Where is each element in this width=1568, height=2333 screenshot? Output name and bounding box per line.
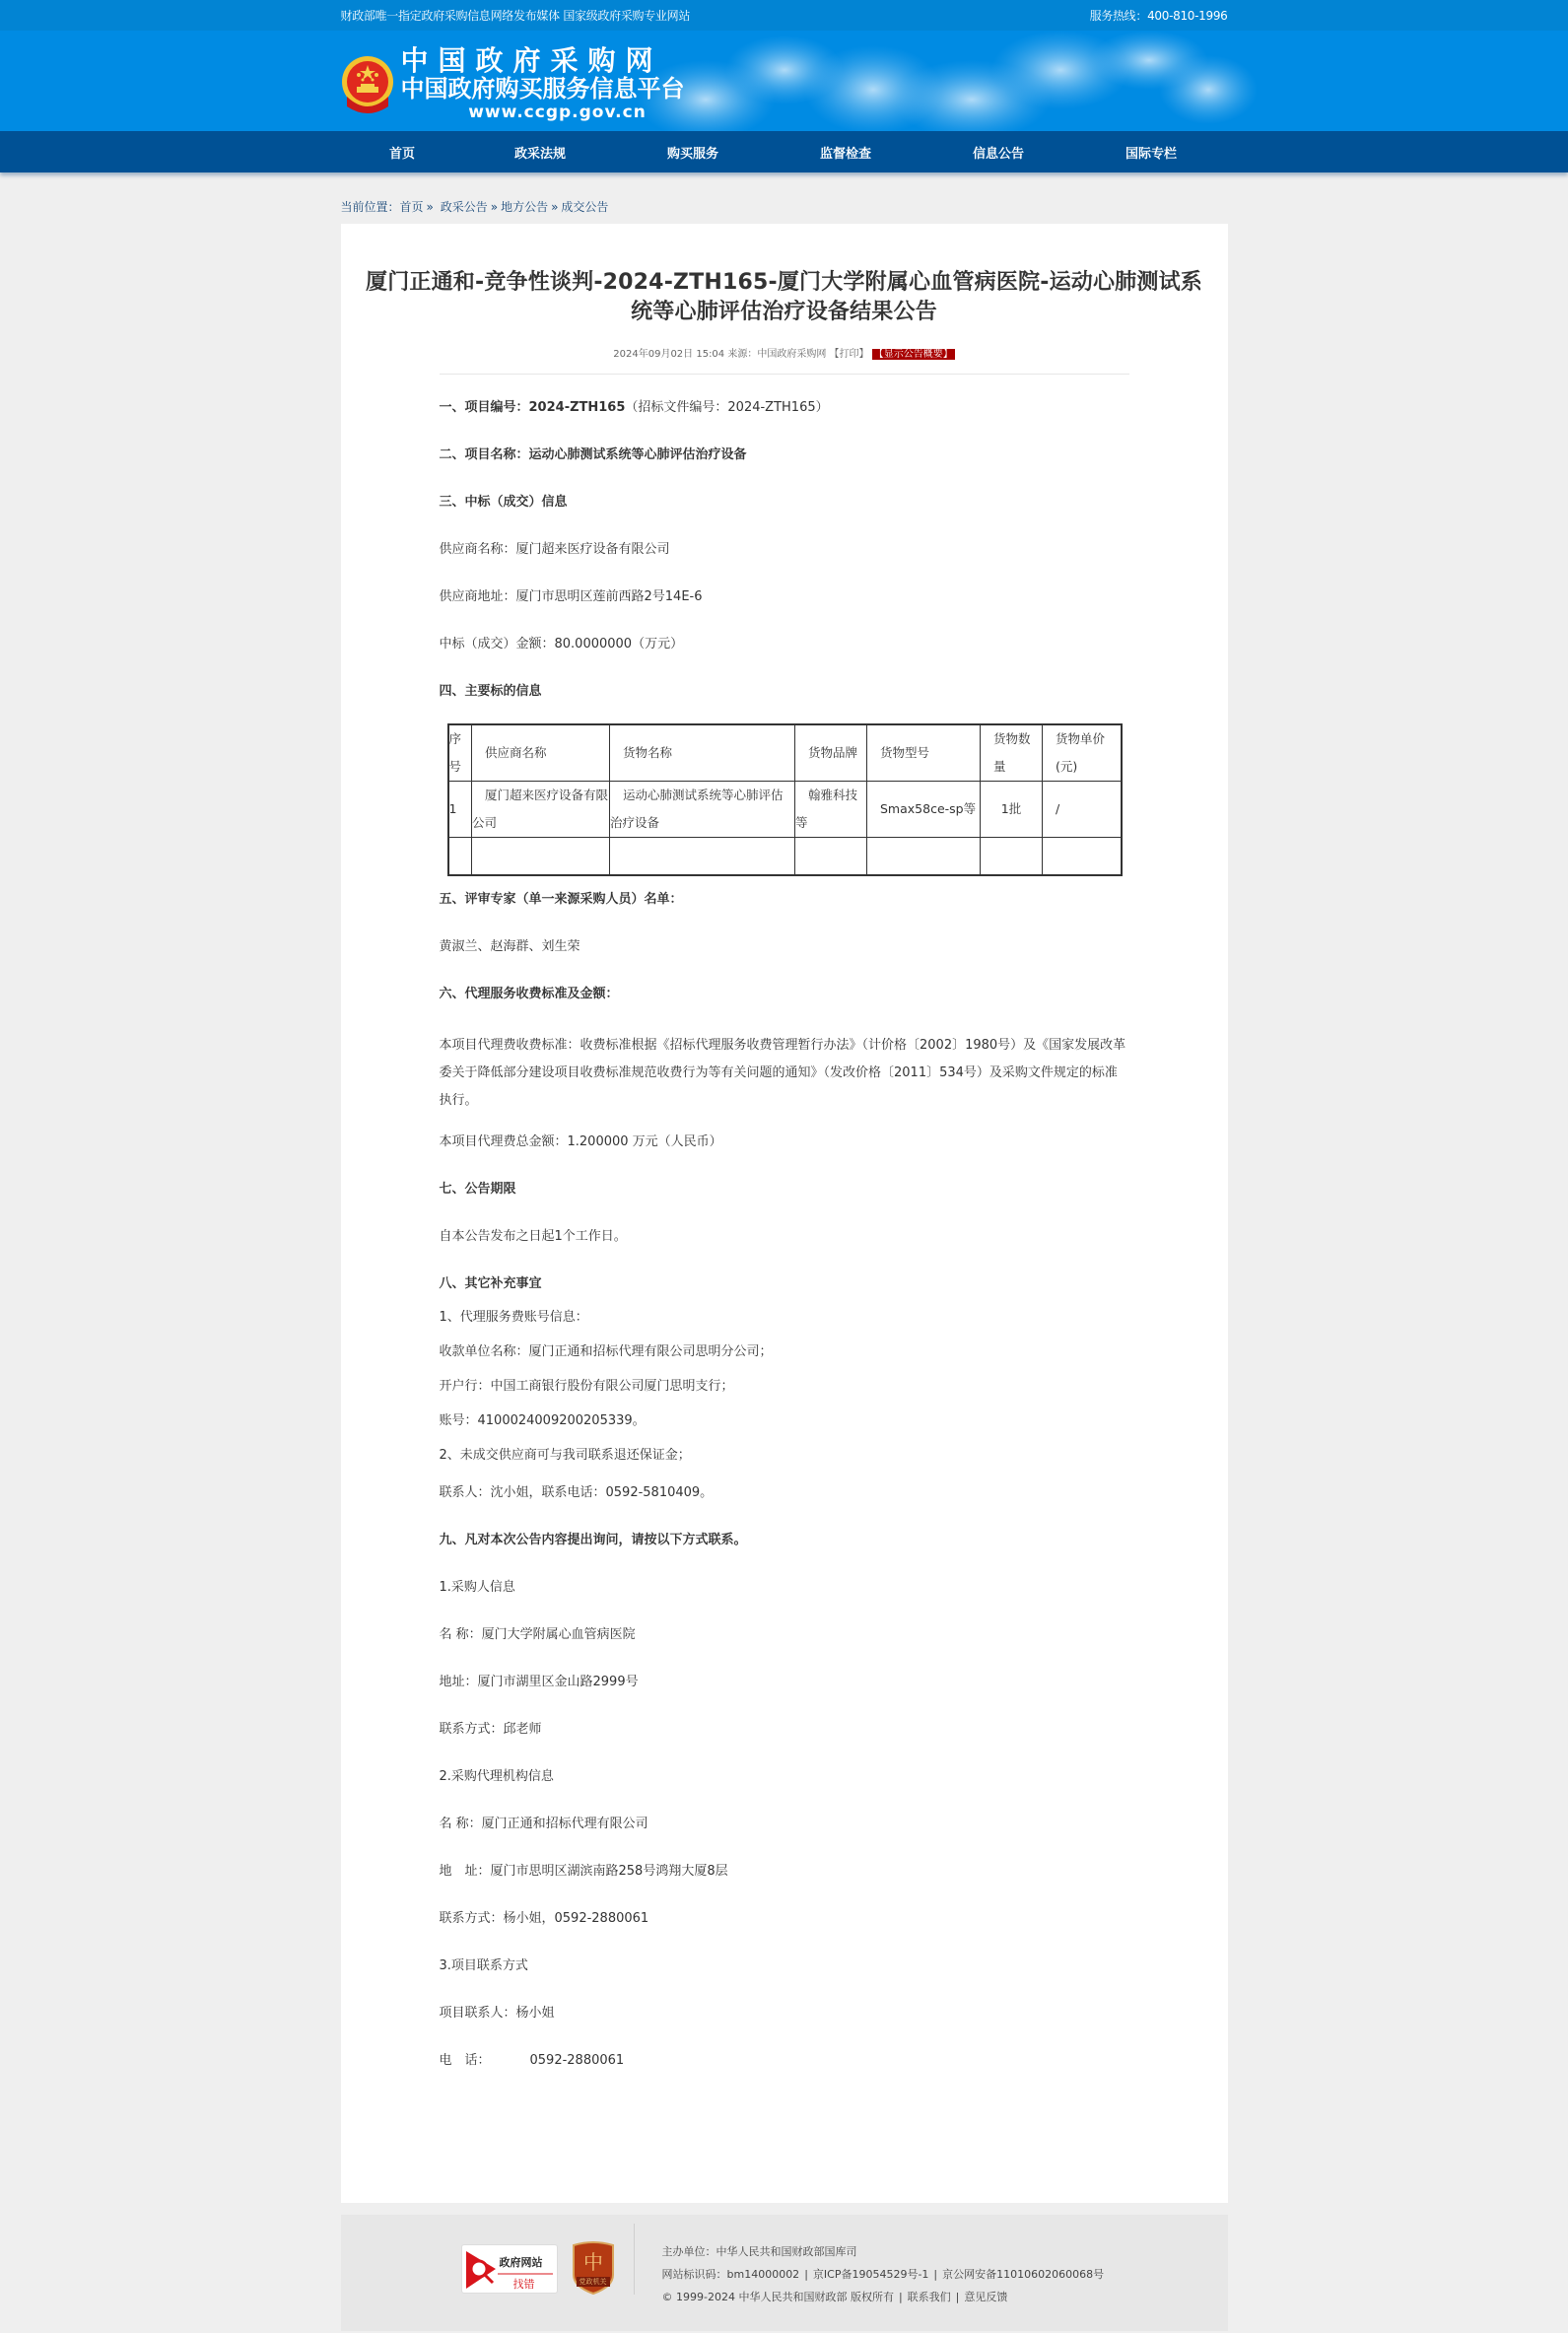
cell-index: 1: [448, 782, 472, 838]
header-cell: 货物品牌: [795, 724, 867, 782]
site-id: 网站标识码：bm14000002: [661, 2268, 800, 2281]
site-logo[interactable]: [341, 46, 685, 123]
bid-amount: 中标（成交）金额：80.0000000（万元）: [439, 637, 684, 652]
magnifier-icon: [462, 2245, 559, 2295]
logo-subtitle: 中国政府购买服务信息平台: [400, 75, 685, 103]
print-link[interactable]: 【打印】: [829, 349, 869, 360]
article-content: [440, 398, 1129, 2071]
article-title: 厦门正通和-竞争性谈判-2024-ZTH165-厦门大学附属心血管病医院-运动心肺测试系统等心肺评估治疗设备结果公告: [366, 270, 1202, 324]
empty-cell: [472, 838, 610, 875]
breadcrumb-separator: »: [551, 200, 559, 214]
section-heading: 八、其它补充事宜: [439, 1275, 542, 1291]
copyright: © 1999-2024 中华人民共和国财政部 版权所有: [661, 2291, 894, 2303]
empty-cell: [795, 838, 867, 875]
purchaser-title: 1.采购人信息: [439, 1579, 515, 1595]
empty-cell: [448, 838, 472, 875]
header-cell: 货物数量: [981, 724, 1043, 782]
supplementary-line: 2、未成交供应商可与我司联系退还保证金；: [439, 1447, 691, 1463]
party-gov-agency-badge[interactable]: [571, 2239, 616, 2295]
supplementary-line: 联系人：沈小姐，联系电话：0592-5810409。: [439, 1484, 714, 1500]
purchaser-name: 名 称：厦门大学附属心血管病医院: [439, 1626, 636, 1642]
nav-regulations[interactable]: 政采法规: [513, 146, 566, 162]
cell-quantity: 1批: [981, 782, 1043, 838]
project-contact-person: 项目联系人：杨小姐: [439, 2005, 555, 2021]
agency-contact: 联系方式：杨小姐，0592-2880061: [439, 1910, 649, 1926]
nav-purchase-services[interactable]: 购买服务: [666, 146, 718, 162]
breadcrumb-procurement-notices[interactable]: 政采公告: [440, 200, 488, 214]
empty-cell: [1043, 838, 1122, 875]
nav-home[interactable]: 首页: [388, 146, 415, 162]
supplier-address: 供应商地址：厦门市思明区莲前西路2号14E-6: [439, 589, 703, 604]
source-name: 中国政府采购网: [757, 349, 827, 360]
table-header-row: [448, 724, 1122, 782]
site-slogan: 财政部唯一指定政府采购信息网络发布媒体 国家级政府采购专业网站: [340, 9, 691, 23]
sponsor: 主办单位：中华人民共和国财政部国库司: [661, 2245, 857, 2258]
section-heading: 九、凡对本次公告内容提出询问，请按以下方式联系。: [439, 1532, 747, 1547]
article-meta: [440, 345, 1129, 375]
empty-cell: [610, 838, 795, 875]
section-heading: 三、中标（成交）信息: [439, 495, 568, 510]
cell-brand: 翰雅科技等: [795, 782, 867, 838]
badge1-line2: 找错: [512, 2278, 535, 2291]
breadcrumb-separator: »: [426, 200, 434, 214]
svg-text:中: 中: [582, 2250, 603, 2274]
supplier-name: 供应商名称：厦门超来医疗设备有限公司: [439, 542, 670, 557]
breadcrumb-local-notices[interactable]: 地方公告: [501, 200, 549, 214]
badge2-label: 党政机关: [579, 2278, 607, 2286]
source-label: 来源：: [727, 349, 758, 360]
agency-name: 名 称：厦门正通和招标代理有限公司: [439, 1816, 648, 1831]
breadcrumb: [341, 172, 1228, 224]
header-cell: 货物名称: [610, 724, 795, 782]
logo-title: 中国政府采购网: [400, 44, 663, 77]
supplementary-line: 账号：4100024009200205339。: [439, 1412, 646, 1428]
gov-site-error-report-badge[interactable]: [461, 2244, 558, 2294]
empty-cell: [981, 838, 1043, 875]
footer-info: [662, 2240, 1105, 2308]
project-contact-title: 3.项目联系方式: [439, 1957, 528, 1973]
supplementary-line: 1、代理服务费账号信息：: [439, 1309, 588, 1325]
project-number-value: 2024-ZTH165: [528, 400, 626, 415]
fee-total: 本项目代理费总金额：1.200000 万元（人民币）: [439, 1133, 722, 1149]
nav-international[interactable]: 国际专栏: [1125, 146, 1177, 162]
section-heading: 五、评审专家（单一来源采购人员）名单：: [439, 891, 683, 907]
main-items-table: [447, 723, 1123, 876]
contact-us-link[interactable]: 联系我们: [907, 2291, 951, 2303]
show-summary-button[interactable]: 【显示公告概要】: [873, 349, 953, 360]
publish-datetime: 2024年09月02日 15:04: [613, 349, 725, 360]
header-cell: 供应商名称: [472, 724, 610, 782]
top-strip: [0, 0, 1568, 31]
project-contact-phone: 电 话： 0592-2880061: [439, 2052, 625, 2068]
logo-url: www.ccgp.gov.cn: [468, 103, 647, 122]
site-banner: [0, 31, 1568, 131]
cell-model: Smax58ce-sp等: [867, 782, 981, 838]
header-cell: 货物单价(元): [1043, 724, 1122, 782]
purchaser-address: 地址：厦门市湖里区金山路2999号: [439, 1674, 639, 1689]
nav-announcements[interactable]: 信息公告: [972, 146, 1024, 162]
section-heading: 四、主要标的信息: [439, 684, 542, 699]
fee-standard: 本项目代理费收费标准：收费标准根据《招标代理服务收费管理暂行办法》（计价格〔2002〕1980号）及《国家发展改革委关于降低部分建设项目收费标准规范收费行为等有关问题的通知》（发改价格〔2011〕534号）及采购文件规定的标准执行。: [439, 1037, 1126, 1108]
supplementary-line: 开户行：中国工商银行股份有限公司厦门思明支行；: [439, 1378, 734, 1394]
project-number: 一、项目编号：2024-ZTH165（招标文件编号：2024-ZTH165）: [439, 400, 829, 415]
footer-divider: [634, 2224, 635, 2295]
breadcrumb-prefix: 当前位置：: [340, 200, 400, 214]
header-cell: 序号: [448, 724, 472, 782]
breadcrumb-deal-notices[interactable]: 成交公告: [561, 200, 609, 214]
tender-doc-number: （招标文件编号：2024-ZTH165）: [625, 400, 829, 415]
agency-title: 2.采购代理机构信息: [439, 1768, 554, 1784]
cell-unit-price: /: [1043, 782, 1122, 838]
breadcrumb-home[interactable]: 首页: [399, 200, 424, 214]
section-heading: 六、代理服务收费标准及金额：: [439, 986, 619, 1001]
empty-cell: [867, 838, 981, 875]
national-emblem-icon: [341, 55, 395, 114]
table-row: [448, 838, 1122, 875]
expert-names: 黄淑兰、赵海群、刘生荣: [439, 938, 580, 954]
icp-link[interactable]: 京ICP备19054529号-1: [812, 2268, 929, 2281]
badge1-line1: 政府网站: [499, 2256, 543, 2269]
table-row: [448, 782, 1122, 838]
cloud-background-icon: [637, 31, 1267, 131]
copyright-row: © 1999-2024 中华人民共和国财政部 版权所有 | 联系我们 | 意见反馈: [661, 2291, 1008, 2303]
project-name: 二、项目名称：运动心肺测试系统等心肺评估治疗设备: [439, 447, 747, 462]
site-footer: [341, 2215, 1228, 2331]
agency-address: 地 址：厦门市思明区湖滨南路258号鸿翔大厦8层: [439, 1863, 728, 1879]
breadcrumb-separator: »: [490, 200, 499, 214]
section-heading: 七、公告期限: [439, 1181, 516, 1197]
notice-period: 自本公告发布之日起1个工作日。: [439, 1228, 627, 1244]
nav-supervision[interactable]: 监督检查: [819, 146, 871, 162]
feedback-link[interactable]: 意见反馈: [964, 2291, 1008, 2303]
purchaser-contact: 联系方式：邱老师: [439, 1721, 542, 1737]
article-card: [341, 224, 1228, 2203]
registration-info: 网站标识码：bm14000002 | 京ICP备19054529号-1 | 京公网安备11010602060068号: [661, 2268, 1105, 2281]
service-hotline: 服务热线：400-810-1996: [1089, 9, 1228, 23]
main-nav: [0, 131, 1568, 172]
police-record-link[interactable]: 京公网安备11010602060068号: [942, 2268, 1105, 2281]
supplementary-line: 收款单位名称：厦门正通和招标代理有限公司思明分公司；: [439, 1343, 773, 1359]
cell-supplier: 厦门超来医疗设备有限公司: [472, 782, 610, 838]
cell-goods-name: 运动心肺测试系统等心肺评估治疗设备: [610, 782, 795, 838]
header-cell: 货物型号: [867, 724, 981, 782]
